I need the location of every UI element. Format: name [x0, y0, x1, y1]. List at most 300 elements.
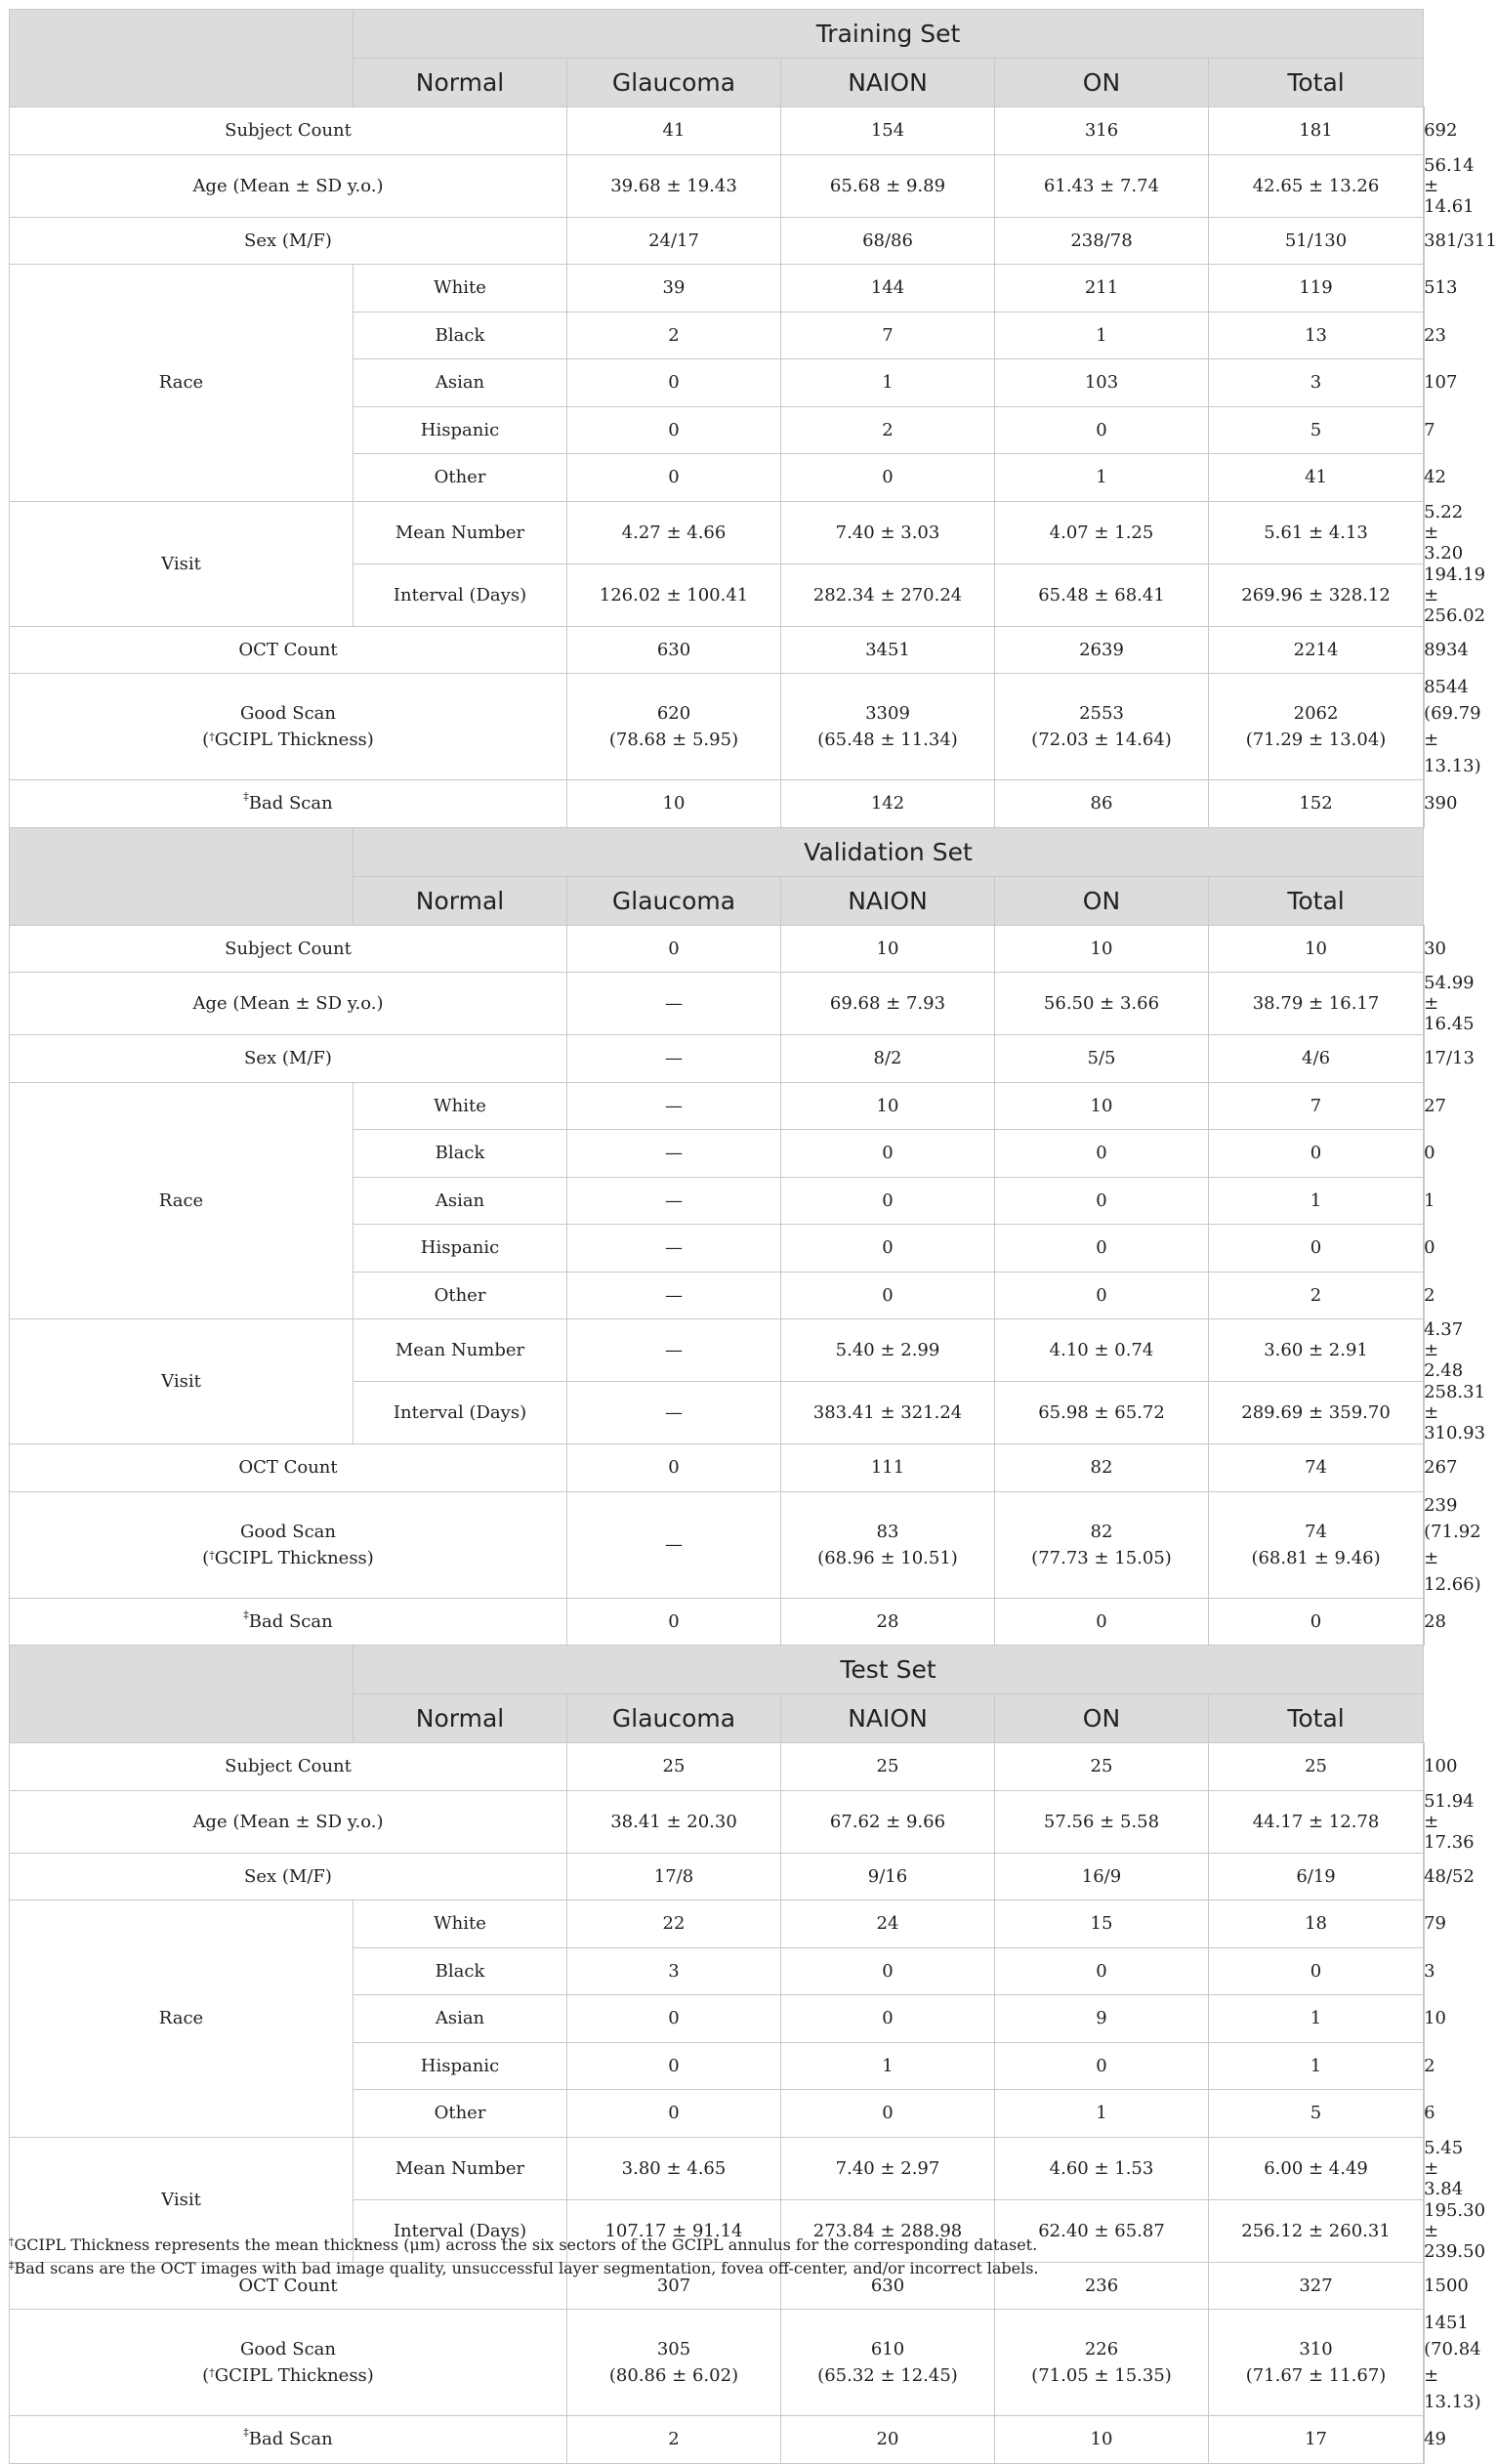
- value-cell: 0: [1424, 1237, 1435, 1259]
- value-cell: 4.07 ± 1.25: [995, 501, 1209, 564]
- row-label: Subject Count: [10, 1743, 567, 1791]
- value-cell: 0: [995, 2042, 1209, 2090]
- value-cell: 3451: [781, 626, 995, 674]
- value-cell: 79: [1424, 1913, 1446, 1935]
- good-scan-label-paren: (: [202, 2365, 210, 2386]
- sub-row-label: Black: [353, 1947, 567, 1995]
- good-scan-label-line1: Good Scan: [239, 703, 337, 724]
- column-header: ON: [995, 876, 1209, 925]
- dataset-demographics-table: [9, 9, 1497, 2464]
- value-cell: —: [567, 1319, 781, 1382]
- sub-row-label: Black: [353, 1130, 567, 1178]
- good-scan-count: 3309: [865, 703, 910, 724]
- section-title-row: [10, 827, 1425, 876]
- good-scan-label-line1: Good Scan: [239, 1521, 337, 1542]
- value-cell: 56.14 ± 14.61: [1424, 154, 1475, 217]
- good-scan-cell: [567, 674, 781, 780]
- value-cell: 6.00 ± 4.49: [1209, 2137, 1424, 2199]
- value-cell: 30: [1424, 938, 1446, 959]
- value-cell: 25: [995, 1743, 1209, 1791]
- value-cell: 2: [567, 312, 781, 359]
- value-cell: 0: [567, 454, 781, 502]
- value-cell: 0: [567, 925, 781, 973]
- good-scan-cell: [781, 1491, 995, 1598]
- value-cell: 51.94 ± 17.36: [1424, 1790, 1475, 1853]
- value-cell: 10: [995, 2416, 1209, 2464]
- column-header: NAION: [781, 876, 995, 925]
- value-cell: 3: [1424, 1960, 1435, 1982]
- value-cell: 7: [1209, 1082, 1424, 1130]
- row-bad-scan: [10, 780, 1425, 828]
- good-scan-count: —: [665, 1534, 683, 1555]
- value-cell: 1: [781, 2042, 995, 2090]
- good-scan-count: 74: [1305, 1521, 1327, 1542]
- value-cell: 24/17: [567, 217, 781, 265]
- value-cell: —: [567, 1082, 781, 1130]
- row-label: Age (Mean ± SD y.o.): [10, 973, 567, 1035]
- value-cell: 195.30 ± 239.50: [1424, 2199, 1486, 2262]
- group-label-visit: Visit: [10, 501, 353, 626]
- sub-row-label: Hispanic: [353, 2042, 567, 2090]
- value-cell: —: [567, 1272, 781, 1319]
- row-label-good-scan: [10, 674, 567, 780]
- value-cell: 152: [1209, 780, 1424, 828]
- row-visit: [10, 501, 1425, 564]
- sub-row-label: Other: [353, 2090, 567, 2138]
- section-title: Test Set: [353, 1646, 1424, 1694]
- gcipl-thickness: (65.48 ± 11.34): [817, 730, 958, 750]
- value-cell: 289.69 ± 359.70: [1209, 1382, 1424, 1444]
- value-cell: 194.19 ± 256.02: [1424, 564, 1486, 626]
- value-cell: 4.37 ± 2.48: [1424, 1319, 1464, 1381]
- good-scan-cell: [995, 2310, 1209, 2416]
- value-cell: 86: [995, 780, 1209, 828]
- footnote-gcipl: [9, 2234, 1425, 2257]
- sub-row-label: Black: [353, 312, 567, 359]
- row-race: [10, 1900, 1425, 1948]
- sub-row-label: Interval (Days): [353, 564, 567, 626]
- value-cell: —: [567, 1225, 781, 1273]
- value-cell: 13: [1209, 312, 1424, 359]
- value-cell: 0: [567, 2042, 781, 2090]
- value-cell: 1: [781, 359, 995, 407]
- row-label: OCT Count: [10, 626, 567, 674]
- column-header: Glaucoma: [567, 1694, 781, 1743]
- footnote-mark: †: [209, 731, 215, 743]
- value-cell: 10: [995, 1082, 1209, 1130]
- value-cell: 41: [567, 107, 781, 155]
- value-cell: 0: [995, 1947, 1209, 1995]
- sub-row-label: Asian: [353, 359, 567, 407]
- value-cell: 4.10 ± 0.74: [995, 1319, 1209, 1382]
- column-header: Total: [1209, 59, 1424, 107]
- good-scan-cell: [995, 674, 1209, 780]
- good-scan-count: 305: [656, 2339, 691, 2360]
- sub-row-label: Asian: [353, 1995, 567, 2043]
- value-cell: 154: [781, 107, 995, 155]
- column-header: Glaucoma: [567, 59, 781, 107]
- good-scan-count: 226: [1084, 2339, 1119, 2360]
- row-label: Sex (M/F): [10, 217, 567, 265]
- value-cell: 269.96 ± 328.12: [1209, 564, 1424, 626]
- value-cell: 10: [1209, 925, 1424, 973]
- gcipl-thickness: (72.03 ± 14.64): [1031, 730, 1172, 750]
- sub-row-label: Other: [353, 1272, 567, 1319]
- value-cell: 9: [995, 1995, 1209, 2043]
- value-cell: 2: [567, 2416, 781, 2464]
- footnote-text: Bad scans are the OCT images with bad image quality, unsuccessful layer segmentation, fovea off-center, and/or incorrect labels.: [14, 2259, 1039, 2277]
- value-cell: 181: [1209, 107, 1424, 155]
- value-cell: 25: [1209, 1743, 1424, 1791]
- value-cell: 44.17 ± 12.78: [1209, 1790, 1424, 1853]
- value-cell: 0: [567, 406, 781, 454]
- header-corner-cell: [10, 10, 353, 107]
- value-cell: 23: [1424, 324, 1446, 346]
- row-good-scan: [10, 2310, 1425, 2416]
- column-header: NAION: [781, 1694, 995, 1743]
- value-cell: —: [567, 1035, 781, 1083]
- value-cell: 0: [995, 406, 1209, 454]
- good-scan-cell: [995, 1491, 1209, 1598]
- group-label-race: Race: [10, 1900, 353, 2138]
- value-cell: 381/311: [1424, 230, 1497, 251]
- value-cell: 236: [995, 2262, 1209, 2310]
- footnote-mark: ‡: [9, 2259, 15, 2272]
- value-cell: 630: [567, 626, 781, 674]
- value-cell: 67.62 ± 9.66: [781, 1790, 995, 1853]
- row-sex: [10, 1853, 1425, 1900]
- good-scan-count: 82: [1090, 1521, 1113, 1542]
- row-label: Subject Count: [10, 925, 567, 973]
- value-cell: 57.56 ± 5.58: [995, 1790, 1209, 1853]
- group-label-race: Race: [10, 265, 353, 502]
- good-scan-cell: [567, 2310, 781, 2416]
- value-cell: 0: [567, 1444, 781, 1492]
- row-label: OCT Count: [10, 2262, 567, 2310]
- good-scan-cell: [567, 1491, 781, 1598]
- gcipl-thickness: (68.81 ± 9.46): [1251, 1547, 1381, 1568]
- value-cell: 111: [781, 1444, 995, 1492]
- footnote-mark: ‡: [243, 790, 249, 804]
- column-header: Normal: [353, 876, 567, 925]
- good-scan-cell: [1424, 674, 1481, 780]
- value-cell: 0: [567, 2090, 781, 2138]
- value-cell: 0: [995, 1272, 1209, 1319]
- gcipl-thickness: (71.67 ± 11.67): [1245, 2365, 1387, 2386]
- value-cell: 7: [1424, 419, 1435, 440]
- row-label: Sex (M/F): [10, 1035, 567, 1083]
- section-title: Validation Set: [353, 827, 1424, 876]
- value-cell: 0: [781, 1177, 995, 1225]
- value-cell: 5/5: [995, 1035, 1209, 1083]
- value-cell: —: [567, 1382, 781, 1444]
- value-cell: 42.65 ± 13.26: [1209, 154, 1424, 217]
- header-corner-cell: [10, 827, 353, 925]
- value-cell: 5.61 ± 4.13: [1209, 501, 1424, 564]
- value-cell: 692: [1424, 120, 1458, 142]
- value-cell: 3.80 ± 4.65: [567, 2137, 781, 2199]
- value-cell: 0: [567, 1995, 781, 2043]
- good-scan-count: 2553: [1079, 703, 1124, 724]
- value-cell: 2: [1424, 1284, 1435, 1306]
- good-scan-count: 620: [656, 703, 691, 724]
- value-cell: —: [567, 1130, 781, 1178]
- value-cell: 383.41 ± 321.24: [781, 1382, 995, 1444]
- row-race: [10, 1082, 1425, 1130]
- value-cell: 62.40 ± 65.87: [995, 2199, 1209, 2262]
- sub-row-label: White: [353, 1082, 567, 1130]
- good-scan-label-line2: GCIPL Thickness): [214, 730, 374, 750]
- value-cell: 82: [995, 1444, 1209, 1492]
- table-footnotes: [9, 2234, 1425, 2280]
- gcipl-thickness: (78.68 ± 5.95): [608, 730, 739, 750]
- gcipl-thickness: (77.73 ± 15.05): [1031, 1547, 1172, 1568]
- row-bad-scan: [10, 2416, 1425, 2464]
- value-cell: 3: [567, 1947, 781, 1995]
- row-age: [10, 154, 1425, 217]
- row-sex: [10, 1035, 1425, 1083]
- gcipl-thickness: (68.96 ± 10.51): [817, 1547, 958, 1568]
- value-cell: 0: [781, 1272, 995, 1319]
- value-cell: 256.12 ± 260.31: [1209, 2199, 1424, 2262]
- footnote-mark: †: [9, 2235, 15, 2248]
- value-cell: 0: [1209, 1947, 1424, 1995]
- value-cell: 4.27 ± 4.66: [567, 501, 781, 564]
- gcipl-thickness: (80.86 ± 6.02): [608, 2365, 739, 2386]
- column-header: Total: [1209, 876, 1424, 925]
- value-cell: 10: [1424, 2008, 1446, 2029]
- value-cell: 0: [1209, 1598, 1424, 1646]
- value-cell: 25: [781, 1743, 995, 1791]
- row-visit: [10, 1319, 1425, 1382]
- value-cell: 10: [781, 925, 995, 973]
- value-cell: 4/6: [1209, 1035, 1424, 1083]
- sub-row-label: Mean Number: [353, 501, 567, 564]
- group-label-visit: Visit: [10, 2137, 353, 2262]
- value-cell: 0: [995, 1225, 1209, 1273]
- value-cell: 48/52: [1424, 1865, 1475, 1887]
- value-cell: 41: [1209, 454, 1424, 502]
- value-cell: 238/78: [995, 217, 1209, 265]
- row-label-good-scan: [10, 2310, 567, 2416]
- sub-row-label: Interval (Days): [353, 2199, 567, 2262]
- value-cell: 8934: [1424, 639, 1469, 660]
- value-cell: 68/86: [781, 217, 995, 265]
- value-cell: 5.40 ± 2.99: [781, 1319, 995, 1382]
- good-scan-count: 83: [876, 1521, 899, 1542]
- value-cell: 56.50 ± 3.66: [995, 973, 1209, 1035]
- row-visit: [10, 2137, 1425, 2199]
- good-scan-label-line1: Good Scan: [239, 2339, 337, 2360]
- value-cell: 0: [781, 1995, 995, 2043]
- value-cell: 61.43 ± 7.74: [995, 154, 1209, 217]
- value-cell: 0: [995, 1177, 1209, 1225]
- value-cell: 0: [781, 1225, 995, 1273]
- row-subject-count: [10, 1743, 1425, 1791]
- sub-row-label: Other: [353, 454, 567, 502]
- bad-scan-label: Bad Scan: [248, 1610, 333, 1632]
- value-cell: 24: [781, 1900, 995, 1948]
- value-cell: 5: [1209, 406, 1424, 454]
- sub-row-label: Mean Number: [353, 2137, 567, 2199]
- good-scan-label-paren: (: [202, 730, 210, 750]
- row-subject-count: [10, 107, 1425, 155]
- value-cell: 0: [781, 2090, 995, 2138]
- footnote-mark: ‡: [243, 2426, 249, 2440]
- value-cell: 0: [781, 1947, 995, 1995]
- sub-row-label: Asian: [353, 1177, 567, 1225]
- footnote-text: GCIPL Thickness represents the mean thickness (μm) across the six sectors of the GCIPL annulus for the corresponding dataset.: [14, 2235, 1038, 2254]
- value-cell: 1: [1424, 1190, 1435, 1211]
- sub-row-label: Interval (Days): [353, 1382, 567, 1444]
- value-cell: 51/130: [1209, 217, 1424, 265]
- good-scan-label-paren: (: [202, 1547, 210, 1568]
- value-cell: 8/2: [781, 1035, 995, 1083]
- gcipl-thickness: (71.92 ± 12.66): [1424, 1521, 1481, 1595]
- value-cell: 0: [1209, 1225, 1424, 1273]
- value-cell: 1500: [1424, 2275, 1469, 2296]
- gcipl-thickness: (71.05 ± 15.35): [1031, 2365, 1172, 2386]
- value-cell: —: [567, 1177, 781, 1225]
- value-cell: 1: [1209, 2042, 1424, 2090]
- value-cell: 42: [1424, 467, 1446, 488]
- row-race: [10, 265, 1425, 313]
- good-scan-cell: [1209, 674, 1424, 780]
- value-cell: 513: [1424, 277, 1458, 299]
- value-cell: 54.99 ± 16.45: [1424, 973, 1475, 1034]
- value-cell: 5: [1209, 2090, 1424, 2138]
- footnote-bad-scan: [9, 2257, 1425, 2280]
- sub-row-label: White: [353, 1900, 567, 1948]
- value-cell: 2214: [1209, 626, 1424, 674]
- column-header: Normal: [353, 1694, 567, 1743]
- value-cell: 18: [1209, 1900, 1424, 1948]
- gcipl-thickness: (71.29 ± 13.04): [1245, 730, 1387, 750]
- value-cell: 100: [1424, 1756, 1458, 1777]
- value-cell: 22: [567, 1900, 781, 1948]
- value-cell: 17/13: [1424, 1048, 1475, 1069]
- gcipl-thickness: (69.79 ± 13.13): [1424, 703, 1481, 776]
- value-cell: 65.68 ± 9.89: [781, 154, 995, 217]
- value-cell: 0: [1424, 1143, 1435, 1164]
- value-cell: 65.98 ± 65.72: [995, 1382, 1209, 1444]
- value-cell: 39.68 ± 19.43: [567, 154, 781, 217]
- section-title-row: [10, 10, 1425, 59]
- good-scan-cell: [1424, 2310, 1481, 2416]
- column-header: ON: [995, 59, 1209, 107]
- value-cell: 10: [567, 780, 781, 828]
- value-cell: 1: [1209, 1177, 1424, 1225]
- value-cell: 0: [781, 454, 995, 502]
- value-cell: 282.34 ± 270.24: [781, 564, 995, 626]
- good-scan-cell: [1209, 1491, 1424, 1598]
- sub-row-label: Mean Number: [353, 1319, 567, 1382]
- value-cell: 107.17 ± 91.14: [567, 2199, 781, 2262]
- value-cell: 3: [1209, 359, 1424, 407]
- row-label-bad-scan: [10, 780, 567, 828]
- value-cell: 0: [567, 359, 781, 407]
- value-cell: 1: [995, 2090, 1209, 2138]
- row-good-scan: [10, 674, 1425, 780]
- row-subject-count: [10, 925, 1425, 973]
- value-cell: 307: [567, 2262, 781, 2310]
- column-header: Total: [1209, 1694, 1424, 1743]
- value-cell: 0: [1209, 1130, 1424, 1178]
- good-scan-count: 2062: [1293, 703, 1339, 724]
- column-header: ON: [995, 1694, 1209, 1743]
- good-scan-cell: [1209, 2310, 1424, 2416]
- value-cell: 6: [1424, 2103, 1435, 2124]
- value-cell: 267: [1424, 1457, 1458, 1479]
- value-cell: 69.68 ± 7.93: [781, 973, 995, 1035]
- row-label-good-scan: [10, 1491, 567, 1598]
- value-cell: 1: [1209, 1995, 1424, 2043]
- value-cell: 258.31 ± 310.93: [1424, 1382, 1486, 1443]
- value-cell: 16/9: [995, 1853, 1209, 1900]
- row-label: Subject Count: [10, 107, 567, 155]
- dataset-table-container: [9, 9, 1497, 2464]
- value-cell: 2: [1209, 1272, 1424, 1319]
- value-cell: —: [567, 973, 781, 1035]
- value-cell: 119: [1209, 265, 1424, 313]
- row-oct-count: [10, 1444, 1425, 1492]
- gcipl-thickness: (65.32 ± 12.45): [817, 2365, 958, 2386]
- value-cell: 5.22 ± 3.20: [1424, 501, 1464, 564]
- footnote-mark: †: [209, 2366, 215, 2379]
- value-cell: 211: [995, 265, 1209, 313]
- value-cell: 0: [567, 1598, 781, 1646]
- value-cell: 7.40 ± 2.97: [781, 2137, 995, 2199]
- value-cell: 1: [995, 454, 1209, 502]
- value-cell: 126.02 ± 100.41: [567, 564, 781, 626]
- value-cell: 74: [1209, 1444, 1424, 1492]
- good-scan-label-line2: GCIPL Thickness): [214, 1547, 374, 1568]
- group-label-race: Race: [10, 1082, 353, 1319]
- value-cell: 27: [1424, 1095, 1446, 1116]
- bad-scan-label: Bad Scan: [248, 793, 333, 814]
- value-cell: 2: [1424, 2055, 1435, 2076]
- row-label-bad-scan: [10, 2416, 567, 2464]
- row-label-bad-scan: [10, 1598, 567, 1646]
- value-cell: 144: [781, 265, 995, 313]
- gcipl-thickness: (70.84 ± 13.13): [1424, 2339, 1481, 2412]
- value-cell: 1: [995, 312, 1209, 359]
- value-cell: 20: [781, 2416, 995, 2464]
- value-cell: 38.79 ± 16.17: [1209, 973, 1424, 1035]
- bad-scan-label: Bad Scan: [248, 2429, 333, 2450]
- good-scan-count: 310: [1299, 2339, 1333, 2360]
- value-cell: 49: [1424, 2429, 1446, 2450]
- row-label: OCT Count: [10, 1444, 567, 1492]
- value-cell: 4.60 ± 1.53: [995, 2137, 1209, 2199]
- value-cell: 103: [995, 359, 1209, 407]
- value-cell: 273.84 ± 288.98: [781, 2199, 995, 2262]
- value-cell: 28: [781, 1598, 995, 1646]
- value-cell: 142: [781, 780, 995, 828]
- row-good-scan: [10, 1491, 1425, 1598]
- good-scan-count: 1451: [1424, 2313, 1469, 2333]
- value-cell: 28: [1424, 1610, 1446, 1632]
- value-cell: 10: [995, 925, 1209, 973]
- footnote-mark: †: [209, 1548, 215, 1562]
- value-cell: 6/19: [1209, 1853, 1424, 1900]
- sub-row-label: Hispanic: [353, 406, 567, 454]
- value-cell: 3.60 ± 2.91: [1209, 1319, 1424, 1382]
- value-cell: 630: [781, 2262, 995, 2310]
- row-label: Age (Mean ± SD y.o.): [10, 1790, 567, 1853]
- value-cell: 327: [1209, 2262, 1424, 2310]
- section-title-row: [10, 1646, 1425, 1694]
